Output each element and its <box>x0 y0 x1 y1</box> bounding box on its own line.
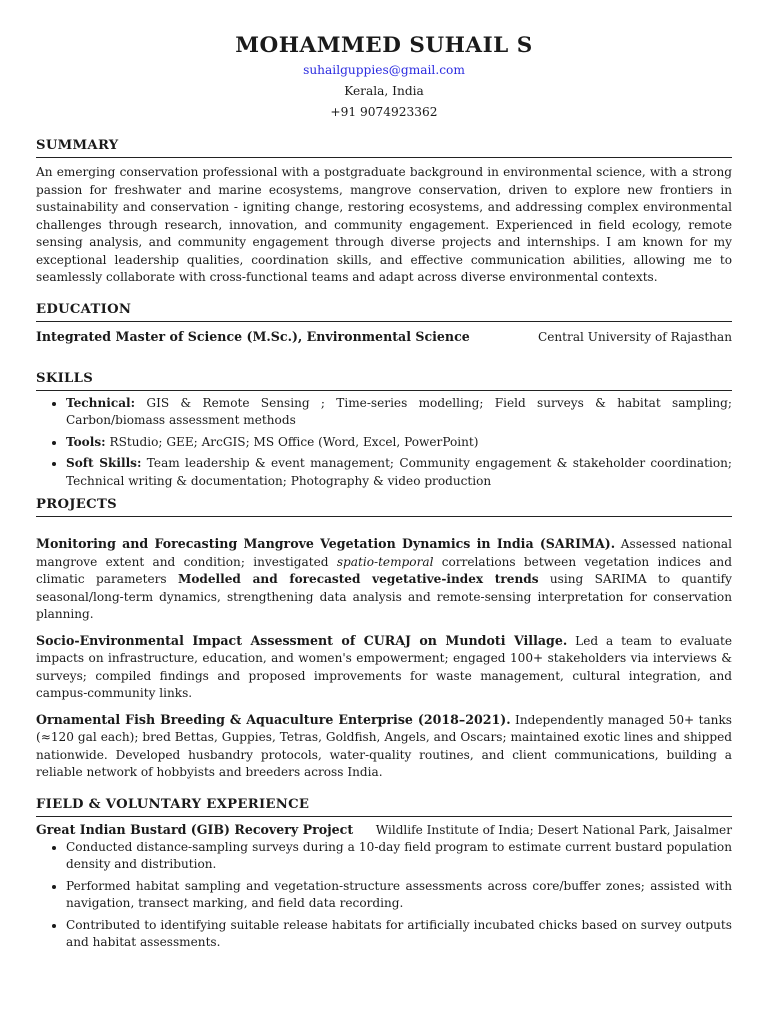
list-item: • Performed habitat sampling and vegetation-structure assessments across core/buffer zones; assisted with navigation, transect marking, and field data recording. <box>66 878 732 913</box>
project-text-italic: spatio-temporal <box>336 554 434 569</box>
project-text: Led a team to evaluate impacts on infrastructure, education, and women's empowerment; engaged 100+ stakeholders via interviews & surveys; compiled findings and proposed improvements for waste management, cultural integration, and campus-community links. <box>36 633 732 700</box>
summary-text: An emerging conservation professional with a postgraduate background in environmental science, with a strong passion for freshwater and marine ecosystems, mangrove conservation, driven to explore new frontiers in sustainability and conservation - igniting change, restoring ecosystems, and addressing complex environmental challenges through research, innovation, and community engagement. Experienced in field ecology, remote sensing analysis, and community engagement through diverse projects and internships. I am known for my exceptional leadership qualities, coordination skills, and effective communication abilities, allowing me to seamlessly collaborate with cross-functional teams and adapt across diverse environmental contexts. <box>36 165 732 284</box>
field-heading: FIELD & VOLUNTARY EXPERIENCE <box>36 796 732 817</box>
skill-label: Soft Skills: <box>66 456 142 470</box>
projects-heading: PROJECTS <box>36 496 732 517</box>
skills-heading: SKILLS <box>36 370 732 391</box>
summary-heading: SUMMARY <box>36 137 732 158</box>
project-entry <box>36 632 732 703</box>
project-text: Assessed national mangrove extent and condition; investigated <box>36 537 732 569</box>
project-text: correlations between vegetation indices and climatic parameters <box>36 554 732 586</box>
project-entry <box>36 711 732 782</box>
phone: +91 9074923362 <box>330 105 438 119</box>
project-title: Monitoring and Forecasting Mangrove Vegetation Dynamics in India (SARIMA). <box>36 536 616 551</box>
skill-text: Team leadership & event management; Community engagement & stakeholder coordination; Technical writing & documentation; Photography & video production <box>66 456 733 488</box>
field-project: Great Indian Bustard (GIB) Recovery Project <box>36 821 354 837</box>
field-org: Wildlife Institute of India; Desert National Park, Jaisalmer <box>375 822 732 837</box>
skill-label: Tools: <box>66 434 106 449</box>
skill-text: RStudio; GEE; ArcGIS; MS Office (Word, Excel, PowerPoint) <box>109 434 479 449</box>
contact-block <box>36 60 732 123</box>
list-item <box>66 455 732 490</box>
project-entry <box>36 535 732 624</box>
skill-label: Technical: <box>66 395 136 410</box>
education-heading: EDUCATION <box>36 301 732 322</box>
degree: Integrated Master of Science (M.Sc.), Environmental Science <box>36 328 470 344</box>
project-text: Independently managed 50+ tanks (≈120 gal each); bred Bettas, Guppies, Tetras, Goldfish, Angels, and Oscars; maintained exotic lines and shipped nationwide. Developed husbandry protocols, water-quality routines, and client communications, building a reliable network of hobbyists and breeders across India. <box>36 712 732 779</box>
project-title: Ornamental Fish Breeding & Aquaculture Enterprise (2018–2021). <box>36 711 511 727</box>
list-item <box>66 395 732 430</box>
location: Kerala, India <box>344 84 424 98</box>
list-item <box>66 434 732 452</box>
resume-page <box>36 32 732 956</box>
project-title: Socio-Environmental Impact Assessment of CURAJ on Mundoti Village. <box>36 632 568 648</box>
list-item: • Conducted distance-sampling surveys during a 10-day field program to estimate current bustard population density and distribution. <box>66 839 732 874</box>
skill-text: GIS & Remote Sensing ; Time-series modelling; Field surveys & habitat sampling; Carbon/biomass assessment methods <box>66 395 732 427</box>
candidate-name: MOHAMMED SUHAIL S <box>235 33 533 58</box>
email-link[interactable]: suhailguppies@gmail.com <box>303 63 465 77</box>
field-entry <box>36 822 732 837</box>
skills-list <box>36 395 732 491</box>
project-text-bold: Modelled and forecasted vegetative-index trends <box>177 572 539 586</box>
institution: Central University of Rajasthan <box>537 329 732 344</box>
field-list <box>36 839 732 952</box>
education-entry <box>36 329 732 344</box>
list-item: • Contributed to identifying suitable release habitats for artificially incubated chicks based on survey outputs and habitat assessments. <box>66 917 732 952</box>
project-text: using SARIMA to quantify seasonal/long-term dynamics, strengthening data analysis and remote-sensing interpretation for conservation planning. <box>36 572 732 621</box>
